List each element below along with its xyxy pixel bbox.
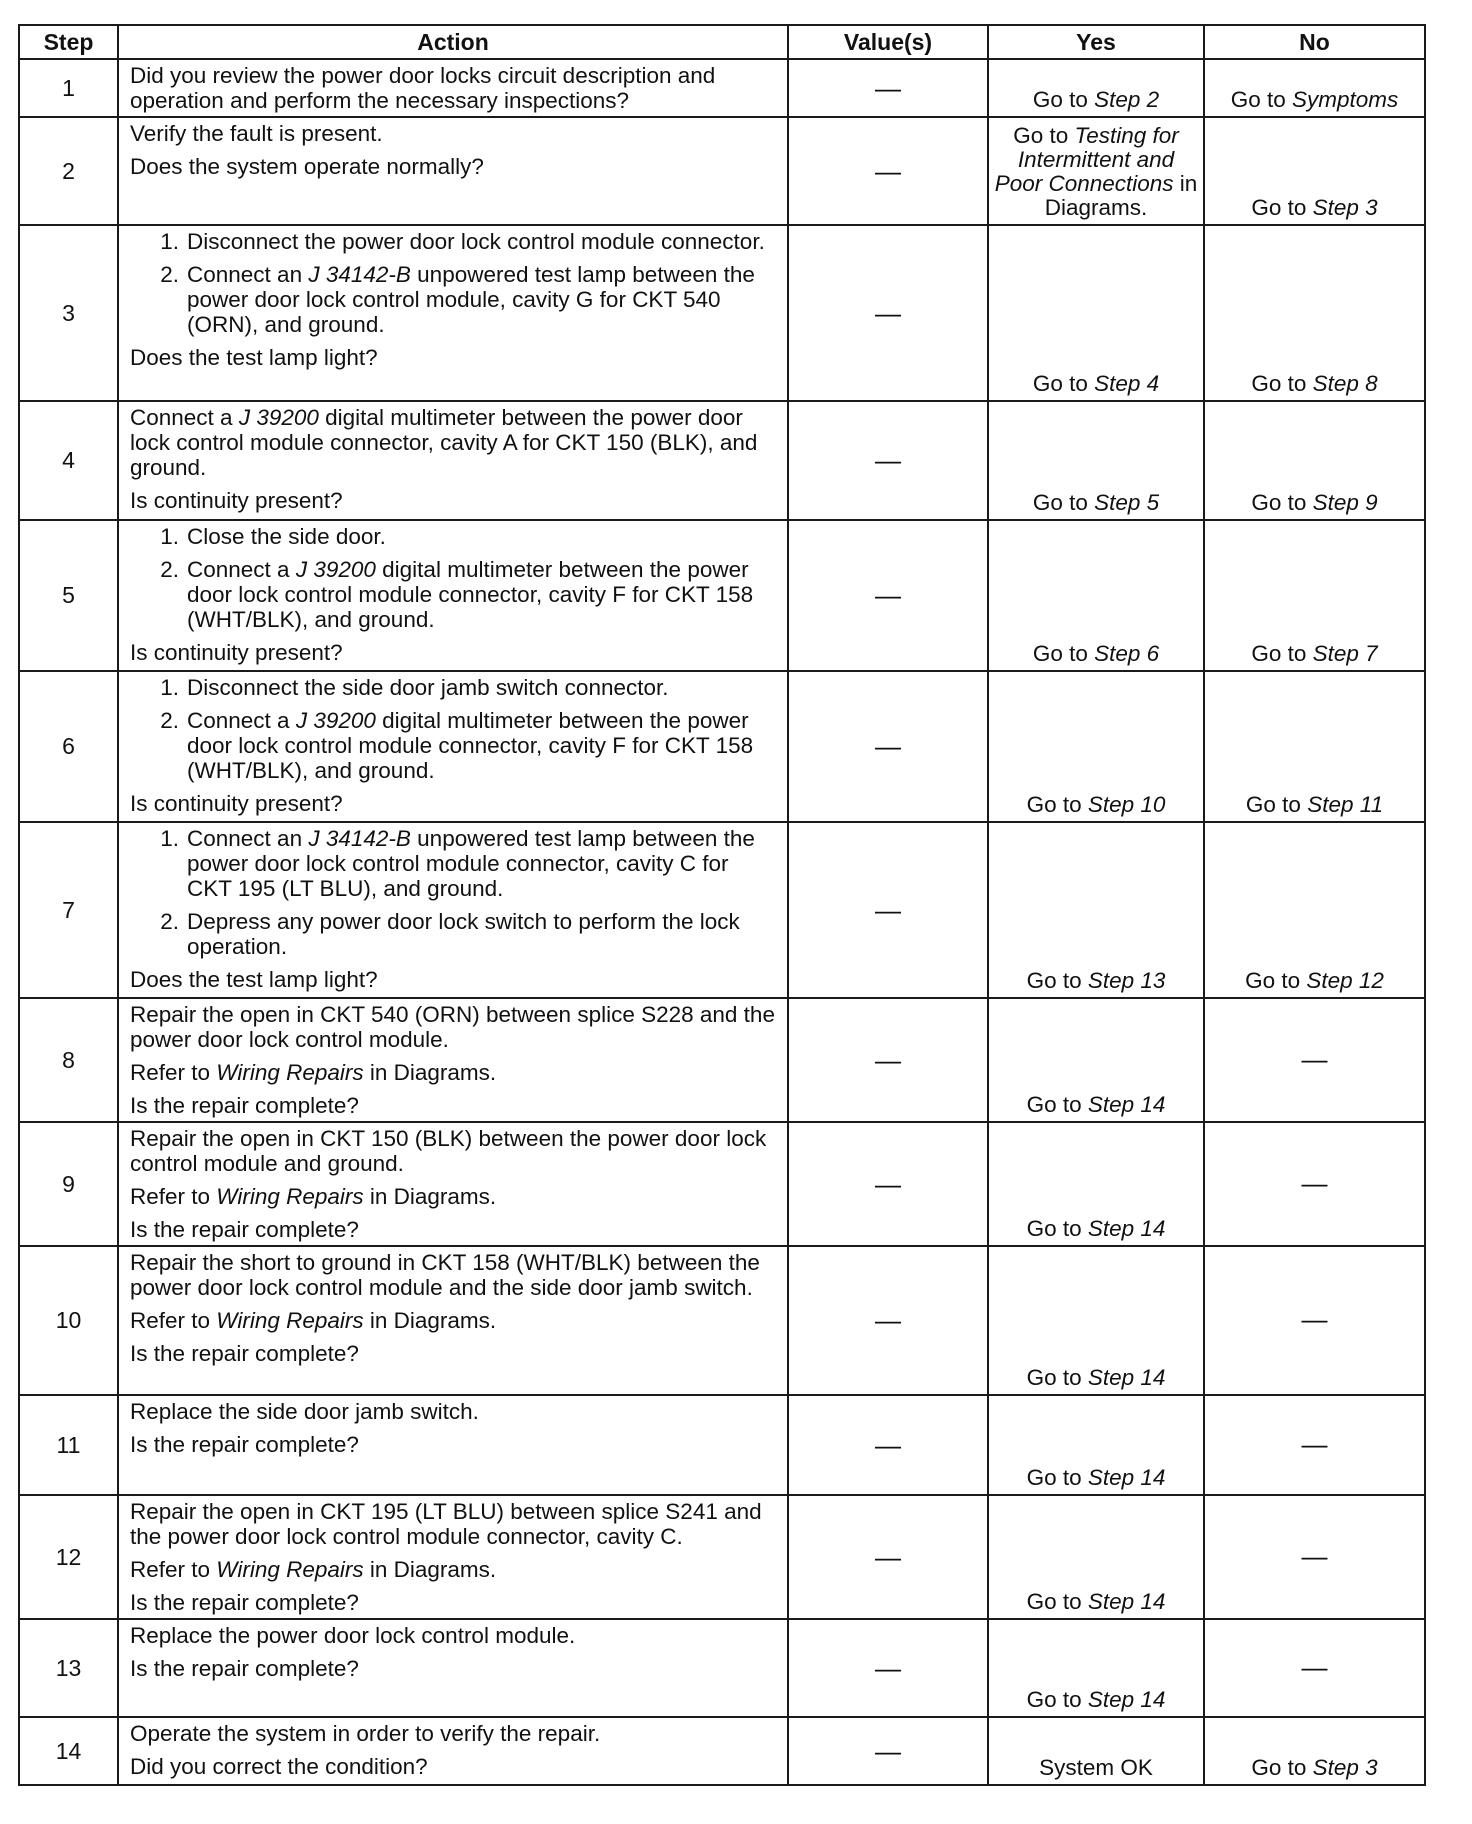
action-cell — [118, 1619, 788, 1717]
substep: 2. Connect a J 39200 digital multimeter between the power door lock control module connector, cavity F for CKT 158 (WHT/BLK), and ground. — [160, 557, 754, 632]
header-values: Value(s) — [788, 25, 988, 59]
yes-link: Step 6 — [1094, 641, 1160, 666]
no-cell: Go to Symptoms — [1204, 59, 1425, 117]
action-question: Is the repair complete? — [130, 1093, 359, 1118]
action-question: Does the system operate normally? — [130, 154, 484, 179]
action-text: Replace the side door jamb switch. — [130, 1399, 479, 1424]
action-text: Repair the open in CKT 195 (LT BLU) between splice S241 and the power door lock control module connector, cavity C. — [130, 1499, 762, 1549]
value-cell: — — [788, 225, 988, 401]
value-cell: — — [788, 1122, 988, 1246]
header-action: Action — [118, 25, 788, 59]
action-question: Is continuity present? — [130, 791, 343, 816]
step-number: 3 — [19, 225, 118, 401]
value-cell: — — [788, 401, 988, 520]
no-cell: Go to Step 8 — [1204, 225, 1425, 401]
table-row — [19, 520, 1425, 671]
step-number: 8 — [19, 998, 118, 1122]
action-text: Operate the system in order to verify the repair. — [130, 1721, 601, 1746]
step-number: 14 — [19, 1717, 118, 1785]
action-reference: Refer to Wiring Repairs in Diagrams. — [130, 1060, 497, 1085]
action-question: Did you correct the condition? — [130, 1754, 428, 1779]
action-cell — [118, 117, 788, 225]
table-row — [19, 671, 1425, 822]
action-question: Is the repair complete? — [130, 1341, 359, 1366]
substep-list — [130, 675, 779, 783]
substep: 2. Connect a J 39200 digital multimeter between the power door lock control module connector, cavity F for CKT 158 (WHT/BLK), and ground. — [160, 708, 754, 783]
action-text: Connect a J 39200 digital multimeter between the power door lock control module connector, cavity A for CKT 150 (BLK), and ground. — [130, 405, 758, 480]
header-step: Step — [19, 25, 118, 59]
step-number: 13 — [19, 1619, 118, 1717]
no-cell: — — [1204, 998, 1425, 1122]
action-cell — [118, 671, 788, 822]
step-number: 10 — [19, 1246, 118, 1395]
action-question: Does the test lamp light? — [130, 967, 378, 992]
action-reference: Refer to Wiring Repairs in Diagrams. — [130, 1557, 497, 1582]
header-yes: Yes — [988, 25, 1204, 59]
action-text: Repair the short to ground in CKT 158 (WHT/BLK) between the power door lock control module and the side door jamb switch. — [130, 1250, 760, 1300]
yes-link: Step 14 — [1087, 1092, 1166, 1117]
table-row — [19, 1619, 1425, 1717]
yes-link: Step 5 — [1094, 490, 1160, 515]
yes-cell: Go to Step 2 — [988, 59, 1204, 117]
action-cell — [118, 520, 788, 671]
yes-cell: Go to Step 6 — [988, 520, 1204, 671]
value-cell: — — [788, 1495, 988, 1619]
yes-cell: Go to Step 14 — [988, 1495, 1204, 1619]
header-no: No — [1204, 25, 1425, 59]
table-row — [19, 998, 1425, 1122]
no-link: Step 3 — [1312, 195, 1378, 220]
substep: 2. Connect an J 34142-B unpowered test lamp between the power door lock control module, cavity G for CKT 540 (ORN), and ground. — [160, 262, 755, 337]
substep: 2. Depress any power door lock switch to perform the lock operation. — [160, 909, 740, 959]
value-cell: — — [788, 671, 988, 822]
no-cell: — — [1204, 1619, 1425, 1717]
value-cell: — — [788, 1246, 988, 1395]
no-cell: Go to Step 3 — [1204, 117, 1425, 225]
action-cell — [118, 1717, 788, 1785]
action-text: Replace the power door lock control module. — [130, 1623, 576, 1648]
action-cell — [118, 1246, 788, 1395]
table-row — [19, 225, 1425, 401]
yes-cell: Go to Step 13 — [988, 822, 1204, 998]
table-row — [19, 822, 1425, 998]
substep-list — [130, 524, 779, 632]
no-link: Step 3 — [1312, 1755, 1378, 1780]
yes-cell: Go to Step 10 — [988, 671, 1204, 822]
no-link: Symptoms — [1292, 87, 1399, 112]
yes-cell: System OK — [988, 1717, 1204, 1785]
action-cell — [118, 401, 788, 520]
no-cell: — — [1204, 1395, 1425, 1495]
no-cell: Go to Step 7 — [1204, 520, 1425, 671]
action-cell — [118, 1395, 788, 1495]
no-link: Step 9 — [1312, 490, 1378, 515]
no-cell: Go to Step 11 — [1204, 671, 1425, 822]
no-link: Step 12 — [1306, 968, 1384, 993]
yes-cell: Go to Step 5 — [988, 401, 1204, 520]
step-number: 11 — [19, 1395, 118, 1495]
action-text: Repair the open in CKT 150 (BLK) between the power door lock control module and ground. — [130, 1126, 767, 1176]
table-row — [19, 59, 1425, 117]
action-cell — [118, 225, 788, 401]
yes-link: Step 14 — [1087, 1465, 1166, 1490]
table-row — [19, 1246, 1425, 1395]
no-link: Step 7 — [1312, 641, 1378, 666]
diagnostic-table — [18, 24, 1426, 1786]
action-question: Is the repair complete? — [130, 1590, 359, 1615]
no-cell: Go to Step 9 — [1204, 401, 1425, 520]
yes-cell: Go to Step 14 — [988, 1619, 1204, 1717]
yes-link: Step 14 — [1087, 1216, 1166, 1241]
step-number: 1 — [19, 59, 118, 117]
action-question: Is continuity present? — [130, 640, 343, 665]
action-question: Is the repair complete? — [130, 1217, 359, 1242]
step-number: 2 — [19, 117, 118, 225]
action-question: Is the repair complete? — [130, 1656, 359, 1681]
value-cell: — — [788, 59, 988, 117]
action-text: Verify the fault is present. — [130, 121, 383, 146]
value-cell: — — [788, 117, 988, 225]
header-row — [19, 25, 1425, 59]
table-row — [19, 1395, 1425, 1495]
table-row — [19, 1495, 1425, 1619]
no-link: Step 11 — [1307, 792, 1384, 817]
value-cell: — — [788, 998, 988, 1122]
no-cell: Go to Step 3 — [1204, 1717, 1425, 1785]
action-text: Did you review the power door locks circuit description and operation and perform the necessary inspections? — [130, 63, 716, 113]
value-cell: — — [788, 1619, 988, 1717]
action-cell — [118, 59, 788, 117]
table-row — [19, 1717, 1425, 1785]
value-cell: — — [788, 520, 988, 671]
action-cell — [118, 1495, 788, 1619]
yes-cell: Go to Step 14 — [988, 998, 1204, 1122]
no-link: Step 8 — [1312, 371, 1378, 396]
yes-link: Step 2 — [1094, 87, 1160, 112]
yes-link: Step 10 — [1087, 792, 1166, 817]
table-row — [19, 117, 1425, 225]
yes-link: Step 14 — [1087, 1687, 1166, 1712]
no-cell: — — [1204, 1495, 1425, 1619]
no-cell: Go to Step 12 — [1204, 822, 1425, 998]
step-number: 4 — [19, 401, 118, 520]
yes-cell: Go to Step 14 — [988, 1395, 1204, 1495]
substep: 1. Connect an J 34142-B unpowered test lamp between the power door lock control module connector, cavity C for CKT 195 (LT BLU), and ground. — [160, 826, 755, 901]
yes-cell: Go to Step 4 — [988, 225, 1204, 401]
step-number: 12 — [19, 1495, 118, 1619]
substep-list — [130, 229, 779, 337]
yes-cell: Go to Testing for Intermittent and Poor Connections in Diagrams. — [988, 117, 1204, 225]
action-cell — [118, 998, 788, 1122]
yes-link: Step 4 — [1094, 371, 1160, 396]
value-cell: — — [788, 822, 988, 998]
value-cell: — — [788, 1717, 988, 1785]
yes-cell: Go to Step 14 — [988, 1246, 1204, 1395]
yes-link: Step 14 — [1087, 1365, 1166, 1390]
no-cell: — — [1204, 1246, 1425, 1395]
action-reference: Refer to Wiring Repairs in Diagrams. — [130, 1184, 497, 1209]
yes-cell: Go to Step 14 — [988, 1122, 1204, 1246]
action-question: Is the repair complete? — [130, 1432, 359, 1457]
yes-link: Testing for Intermittent and Poor Connections — [994, 123, 1179, 196]
substep: 1. Close the side door. — [160, 524, 386, 549]
action-reference: Refer to Wiring Repairs in Diagrams. — [130, 1308, 497, 1333]
action-cell — [118, 822, 788, 998]
substep: 1. Disconnect the side door jamb switch connector. — [160, 675, 669, 700]
substep-list — [130, 826, 779, 959]
action-cell — [118, 1122, 788, 1246]
step-number: 9 — [19, 1122, 118, 1246]
substep: 1. Disconnect the power door lock control module connector. — [160, 229, 765, 254]
step-number: 7 — [19, 822, 118, 998]
action-text: Repair the open in CKT 540 (ORN) between splice S228 and the power door lock control module. — [130, 1002, 775, 1052]
step-number: 6 — [19, 671, 118, 822]
action-question: Does the test lamp light? — [130, 345, 378, 370]
no-cell: — — [1204, 1122, 1425, 1246]
table-row — [19, 401, 1425, 520]
yes-link: Step 14 — [1087, 1589, 1166, 1614]
value-cell: — — [788, 1395, 988, 1495]
action-question: Is continuity present? — [130, 488, 343, 513]
step-number: 5 — [19, 520, 118, 671]
yes-link: Step 13 — [1087, 968, 1166, 993]
table-row — [19, 1122, 1425, 1246]
